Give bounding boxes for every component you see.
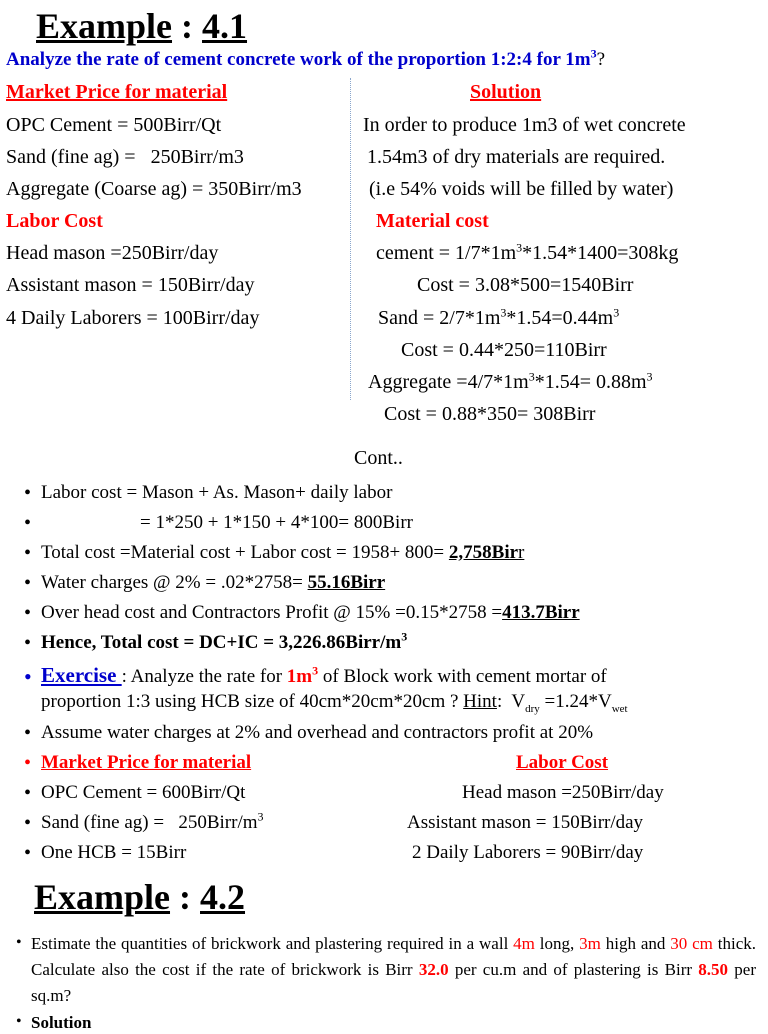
example-2-heading — [34, 877, 245, 917]
hint-equation: =1.24*V — [539, 691, 612, 712]
total-cost-a: Total cost =Material cost + Labor cost = 1958+ 800= — [41, 542, 449, 563]
labor-cost-calc: = 1*250 + 1*150 + 4*100= 800Birr — [140, 512, 413, 533]
water-charges-a: Water charges @ 2% = .02*2758= — [41, 572, 308, 593]
exercise-assistant-mason: Assistant mason = 150Birr/day — [407, 812, 644, 833]
wall-thickness: 30 cm — [670, 934, 713, 953]
example-word: Example — [36, 6, 173, 46]
bullet: • — [16, 934, 22, 951]
hint-text: : V — [496, 691, 526, 712]
aggregate-quantity-a: Aggregate =4/7*1m — [368, 371, 529, 393]
bullet: • — [24, 752, 32, 774]
question-end: ? — [596, 49, 606, 70]
bullet: • — [24, 572, 32, 594]
solution-line-3: (i.e 54% voids will be filled by water) — [369, 178, 674, 200]
assume-charges: Assume water charges at 2% and overhead and contractors profit at 20% — [41, 722, 594, 743]
total-cost-b: 2,758Bir — [448, 542, 519, 563]
aggregate-cost: Cost = 0.88*350= 308Birr — [384, 403, 596, 425]
bullet: • — [24, 542, 32, 564]
problem-text: long, — [534, 934, 580, 953]
problem-text: high and — [600, 934, 671, 953]
water-charges — [41, 571, 385, 594]
exercise-hcb-price: One HCB = 15Birr — [41, 842, 187, 863]
assistant-mason-rate: Assistant mason = 150Birr/day — [6, 274, 255, 296]
exercise-cement-price: OPC Cement = 600Birr/Qt — [41, 782, 246, 803]
bullet: • — [24, 632, 32, 654]
material-cost-heading: Material cost — [376, 210, 489, 232]
exercise-text-b: of Block work with cement mortar of — [318, 666, 607, 687]
sup: 3 — [613, 305, 620, 320]
example-2-number: 4.2 — [200, 877, 246, 917]
sup: 3 — [528, 369, 535, 384]
sub-wet: wet — [611, 702, 628, 715]
problem-text: per cu.m and of plastering is Birr — [448, 960, 699, 979]
example-2-problem — [31, 931, 756, 1009]
exercise-line-2 — [41, 690, 628, 713]
sup: 3 — [516, 240, 523, 255]
opc-cement-price: OPC Cement = 500Birr/Qt — [6, 114, 222, 136]
problem-text: per sq.m? — [31, 960, 756, 1005]
exercise-sand-text: Sand (fine ag) = 250Birr/m — [41, 812, 258, 833]
example-2-colon: : — [170, 877, 201, 917]
solution-line-1: In order to produce 1m3 of wet concrete — [363, 114, 686, 136]
bullet: • — [24, 722, 32, 744]
example-2-word: Example — [34, 877, 171, 917]
example-heading — [36, 6, 247, 46]
hint-label: Hint — [463, 691, 497, 712]
bullet: • — [24, 812, 32, 834]
exercise-area: 1m — [286, 666, 313, 687]
sand-quantity — [378, 306, 619, 330]
exercise-label: Exercise — [41, 663, 122, 687]
labor-cost-formula: Labor cost = Mason + As. Mason+ daily labor — [41, 482, 393, 503]
sand-quantity-b: *1.54=0.44m — [506, 307, 614, 329]
head-mason-rate: Head mason =250Birr/day — [6, 242, 219, 264]
sup: 3 — [401, 629, 408, 644]
total-cost-c: r — [518, 542, 525, 563]
exercise-sand-price — [41, 811, 264, 834]
bullet: • — [24, 842, 32, 864]
market-price-heading: Market Price for material — [6, 81, 228, 103]
aggregate-quantity — [368, 370, 653, 394]
exercise-market-heading: Market Price for material — [41, 752, 252, 773]
labor-cost-heading: Labor Cost — [6, 210, 103, 232]
sup: 3 — [312, 663, 319, 678]
question-text: Analyze the rate of cement concrete work of the proportion 1:2:4 for 1m — [6, 49, 591, 70]
brickwork-rate: 32.0 — [418, 960, 449, 979]
cement-quantity-b: *1.54*1400=308kg — [522, 242, 679, 264]
aggregate-quantity-b: *1.54= 0.88m — [534, 371, 647, 393]
wall-height: 3m — [579, 934, 601, 953]
problem-text: thick. Calculate also the cost if the rate of brickwork is Birr — [31, 934, 756, 979]
column-divider — [350, 78, 351, 400]
sand-cost: Cost = 0.44*250=110Birr — [401, 339, 607, 361]
exercise-line-2-text: proportion 1:3 using HCB size of 40cm*20cm*20cm ? — [41, 691, 464, 712]
sub-dry: dry — [525, 702, 540, 715]
bullet: • — [24, 602, 32, 624]
solution-line-2: 1.54m3 of dry materials are required. — [367, 146, 666, 168]
example-number: 4.1 — [202, 6, 248, 46]
problem-text: Estimate the quantities of brickwork and plastering required in a wall — [31, 934, 514, 953]
sup: 3 — [500, 305, 507, 320]
bullet: • — [24, 782, 32, 804]
solution-heading: Solution — [470, 81, 542, 103]
cement-quantity-a: cement = 1/7*1m — [376, 242, 517, 264]
wall-length: 4m — [513, 934, 535, 953]
exercise-daily-laborers: 2 Daily Laborers = 90Birr/day — [412, 842, 644, 863]
bullet: • — [24, 664, 32, 689]
cement-quantity — [376, 241, 678, 265]
bullet: • — [24, 482, 32, 504]
water-charges-b: 55.16Birr — [307, 572, 386, 593]
aggregate-price: Aggregate (Coarse ag) = 350Birr/m3 — [6, 178, 302, 200]
overhead-cost-a: Over head cost and Contractors Profit @ 15% =0.15*2758 = — [41, 602, 503, 623]
bullet: • — [16, 1013, 22, 1030]
sand-quantity-a: Sand = 2/7*1m — [378, 307, 501, 329]
exercise-head-mason: Head mason =250Birr/day — [462, 782, 664, 803]
exercise-text-a: : Analyze the rate for — [121, 666, 287, 687]
total-cost — [41, 541, 524, 564]
example-2-solution-label: Solution — [31, 1013, 92, 1032]
exercise-line-1 — [41, 664, 607, 688]
exercise-labor-heading: Labor Cost — [516, 752, 609, 773]
sup: 3 — [646, 369, 653, 384]
cement-cost: Cost = 3.08*500=1540Birr — [417, 274, 634, 296]
question-sup: 3 — [590, 46, 597, 61]
example-question — [6, 48, 605, 71]
sand-price: Sand (fine ag) = 250Birr/m3 — [6, 146, 244, 168]
daily-laborers-rate: 4 Daily Laborers = 100Birr/day — [6, 307, 260, 329]
example-colon: : — [172, 6, 203, 46]
sup: 3 — [257, 809, 264, 824]
hence-total-cost-text: Hence, Total cost = DC+IC = 3,226.86Birr/m — [41, 632, 402, 653]
cont-label: Cont.. — [354, 447, 403, 469]
bullet: • — [24, 512, 32, 534]
overhead-cost — [41, 601, 580, 624]
overhead-cost-b: 413.7Birr — [502, 602, 580, 623]
hence-total-cost — [41, 631, 407, 654]
plastering-rate: 8.50 — [698, 960, 729, 979]
